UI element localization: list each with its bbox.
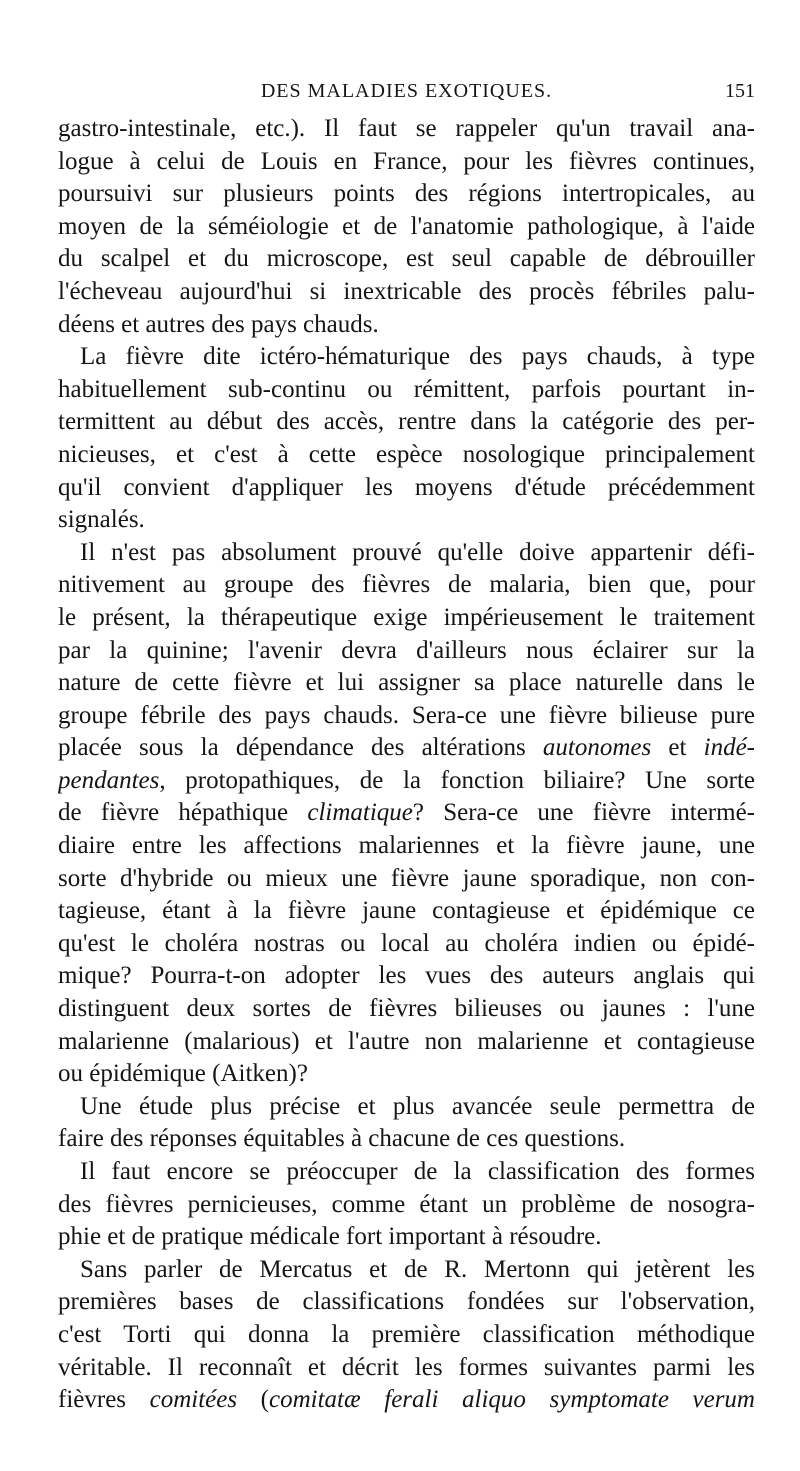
text-line (58, 1384, 755, 1417)
text-line: habituellement sub-continu ou rémittent, parfois pourtant in- (58, 375, 755, 403)
italic-term: autonomes (542, 734, 652, 762)
text-line: moyen de la séméiologie et de l'anatomie pathologique, à l'aide (58, 212, 755, 240)
text-line: nitivement au groupe des fièvres de malaria, bien que, pour (58, 571, 755, 599)
text-line: des fièvres pernicieuses, comme étant un problème de nosogra- (58, 1190, 755, 1218)
text-line: Une étude plus précise et plus avancée seule permettra de (80, 1092, 755, 1120)
text-line: Il faut encore se préoccuper de la classification des formes (80, 1158, 755, 1185)
text-run: , protopathiques, de la fonction biliaire? Une sorte (159, 766, 755, 794)
text-run: placée sous la dépendance des altérations (58, 734, 543, 762)
text-line (58, 765, 755, 798)
text-line: gastro-intestinale, etc.). Il faut se rappeler qu'un travail ana- (58, 115, 755, 142)
text-line: déens et autres des pays chauds. (58, 310, 379, 338)
text-line: logue à celui de Louis en France, pour les fièvres continues, (58, 147, 755, 175)
text-line: Sans parler de Mercatus et de R. Mertonn qui jetèrent les (80, 1255, 755, 1283)
text-line: véritable. Il reconnaît et décrit les formes suivantes parmi les (58, 1353, 755, 1381)
text-line: Il n'est pas absolument prouvé qu'elle doive appartenir défi- (80, 538, 755, 566)
text-line: distinguent deux sortes de fièvres bilieuses ou jaunes : l'une (58, 995, 755, 1023)
italic-term: indé- (703, 734, 755, 762)
text-line: du scalpel et du microscope, est seul capable de débrouiller (58, 245, 755, 273)
text-run: ? Sera-ce une fièvre intermé- (412, 799, 755, 827)
text-line: nature de cette fièvre et lui assigner sa place naturelle dans le (58, 669, 755, 697)
text-line: premières bases de classifications fondées sur l'observation, (58, 1288, 755, 1316)
text-line: termittent au début des accès, rentre dans la catégorie des per- (58, 408, 755, 436)
text-line: par la quinine; l'avenir devra d'ailleurs nous éclairer sur la (58, 636, 755, 664)
text-line: diaire entre les affections malariennes et la fièvre jaune, une (58, 832, 755, 860)
text-run: ( (237, 1386, 269, 1414)
text-line (58, 732, 755, 765)
text-line: groupe fébrile des pays chauds. Sera-ce une fièvre bilieuse pure (58, 701, 755, 729)
text-line: le présent, la thérapeutique exige impérieusement le traitement (58, 603, 755, 631)
text-run: et (651, 734, 704, 762)
text-line: mique? Pourra-t-on adopter les vues des auteurs anglais qui (58, 962, 755, 990)
text-line: nicieuses, et c'est à cette espèce nosologique principalement (58, 440, 755, 468)
running-title: DES MALADIES EXOTIQUES. (260, 80, 553, 102)
italic-term: climatique (307, 799, 413, 827)
body-text (58, 113, 755, 1417)
italic-term: comitatæ ferali aliquo symptomate verum (269, 1386, 755, 1414)
text-line: signalés. (58, 506, 145, 534)
running-head (58, 80, 755, 110)
text-line: c'est Torti qui donna la première classification méthodique (58, 1320, 755, 1348)
text-line: La fièvre dite ictéro-hématurique des pays chauds, à type (80, 343, 755, 371)
text-line: ou épidémique (Aitken)? (58, 1060, 308, 1088)
text-line: sorte d'hybride ou mieux une fièvre jaune sporadique, non con- (58, 864, 755, 892)
page-number: 151 (725, 80, 755, 102)
italic-term: comitées (149, 1386, 238, 1414)
italic-term: pendantes (58, 766, 160, 794)
text-line: phie et de pratique médicale fort important à résoudre. (58, 1223, 602, 1251)
text-line: faire des réponses équitables à chacune de ces questions. (58, 1125, 626, 1153)
text-line: l'écheveau aujourd'hui si inextricable des procès fébriles palu- (58, 277, 755, 305)
text-run: fièvres (58, 1386, 150, 1414)
text-line: malarienne (malarious) et l'autre non malarienne et contagieuse (58, 1027, 755, 1055)
text-line: tagieuse, étant à la fièvre jaune contagieuse et épidémique ce (58, 897, 755, 925)
text-line: qu'est le choléra nostras ou local au choléra indien ou épidé- (58, 929, 755, 957)
text-run: de fièvre hépathique (58, 799, 308, 827)
text-line (58, 797, 755, 830)
text-line: qu'il convient d'appliquer les moyens d'étude précédemment (58, 473, 755, 501)
text-line: poursuivi sur plusieurs points des régions intertropicales, au (58, 180, 755, 208)
